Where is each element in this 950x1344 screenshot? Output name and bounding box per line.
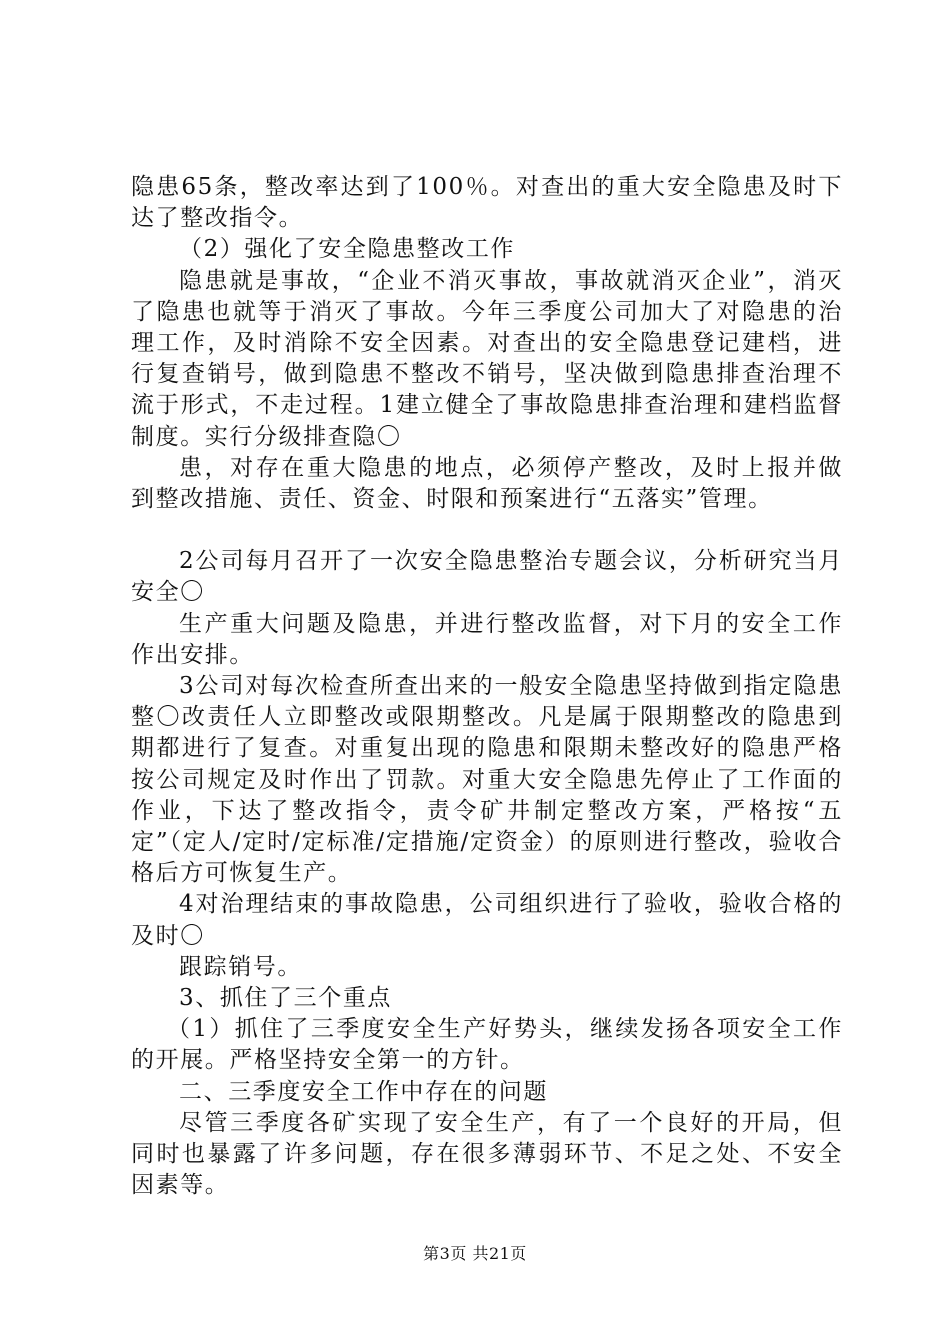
page-number-footer: 第3页 共21页 (423, 1244, 527, 1263)
paragraph-continuation: 隐患65条，整改率达到了100％。对查出的重大安全隐患及时下达了整改指令。 (131, 174, 843, 232)
paragraph-general-hazards: 3公司对每次检查所查出来的一般安全隐患坚持做到指定隐患整〇改责任人立即整改或限期整改。凡是属于限期整改的隐患到期都进行了复查。对重复出现的隐患和限期未整改好的隐患严格按公司规定及时作出了罚款。对重大安全隐患先停止了工作面的作业，下达了整改指令，责令矿井制定整改方案，严格按“五定”（定人/定时/定标准/定措施/定资金）的原则进行整改，验收合格后方可恢复生产。 (131, 673, 843, 887)
paragraph-acceptance-continued: 跟踪销号。 (179, 953, 302, 980)
heading-problems: 二、三季度安全工作中存在的问题 (179, 1078, 548, 1105)
paragraph-hazard-is-accident: 隐患就是事故，“企业不消灭事故，事故就消灭企业”，消灭了隐患也就等于消灭了事故。今年三季度公司加大了对隐患的治理工作，及时消除不安全因素。对查出的安全隐患登记建档，进行复查销号，做到隐患不整改不销号，坚决做到隐患排查治理不流于形式，不走过程。1建立健全了事故隐患排查治理和建档监督制度。实行分级排查隐〇 (131, 267, 843, 450)
subheading-hazard-rectification: （2）强化了安全隐患整改工作 (179, 236, 516, 263)
paragraph-problems-summary: 尽管三季度各矿实现了安全生产，有了一个良好的开局，但同时也暴露了许多问题，存在很多薄弱环节、不足之处、不安全因素等。 (131, 1109, 843, 1199)
paragraph-monthly-meeting: 2公司每月召开了一次安全隐患整治专题会议，分析研究当月安全〇 (131, 548, 843, 606)
subheading-three-key-points: 3、抓住了三个重点 (179, 985, 393, 1012)
paragraph-monthly-meeting-continued: 生产重大问题及隐患，并进行整改监督，对下月的安全工作作出安排。 (131, 610, 843, 668)
paragraph-acceptance: 4对治理结束的事故隐患，公司组织进行了验收，验收合格的及时〇 (131, 891, 843, 949)
paragraph-five-implementations: 患，对存在重大隐患的地点，必须停产整改，及时上报并做到整改措施、责任、资金、时限和预案进行“五落实”管理。 (131, 454, 843, 513)
paragraph-key-point-one: （1）抓住了三季度安全生产好势头，继续发扬各项安全工作的开展。严格坚持安全第一的方针。 (131, 1016, 843, 1074)
document-body (131, 172, 843, 1202)
